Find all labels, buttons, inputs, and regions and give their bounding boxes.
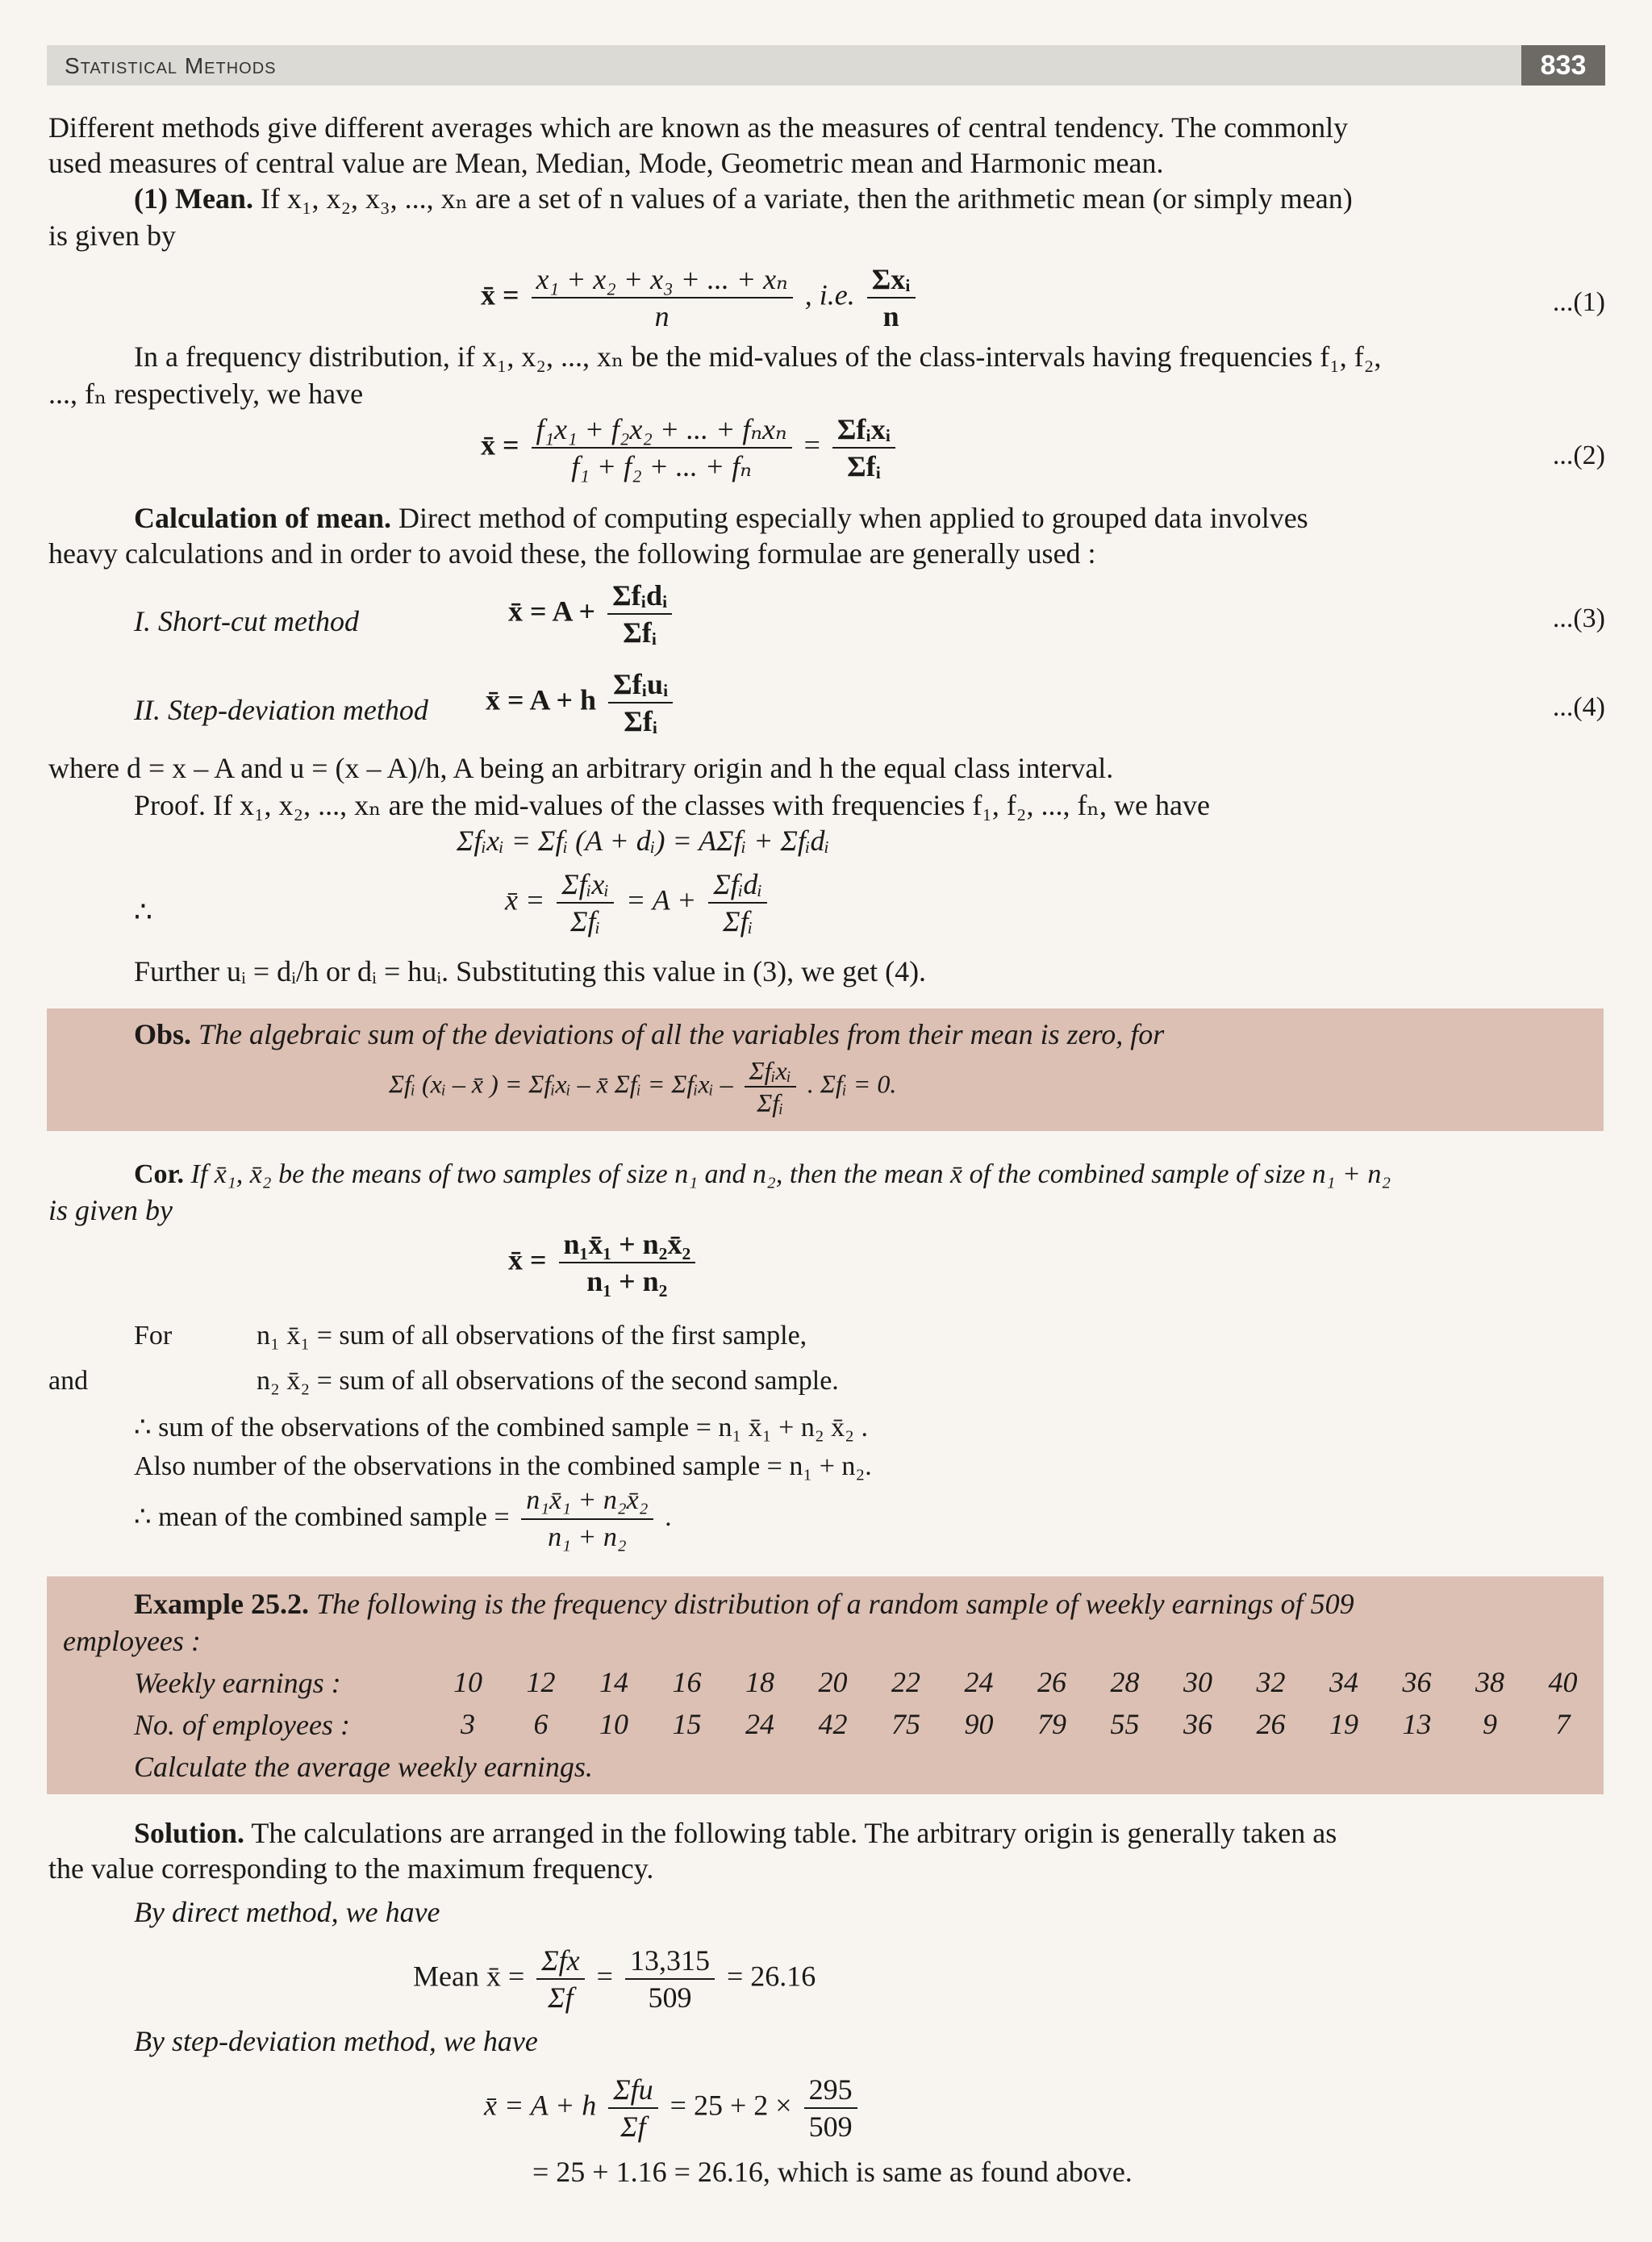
step-eq-lhs: x̄ = A + h xyxy=(484,2089,597,2122)
cor-for-text: n₁ x̄₁ = sum of all observations of the first sample, xyxy=(257,1321,807,1351)
earnings-cell: 14 xyxy=(599,1666,628,1698)
employees-cell: 15 xyxy=(672,1708,702,1740)
example-line-3: Calculate the average weekly earnings. xyxy=(134,1751,593,1783)
employees-cell: 6 xyxy=(533,1708,549,1740)
employees-cell: 42 xyxy=(818,1708,848,1740)
cor-and-text: n₂ x̄₂ = sum of all observations of the second sample. xyxy=(257,1366,839,1396)
step-eq-denominator-2: 509 xyxy=(808,2110,853,2143)
proof-eq-lhs: x̄ = xyxy=(505,883,545,916)
direct-method-line: By direct method, we have xyxy=(134,1896,440,1928)
cor-line-2: is given by xyxy=(48,1194,173,1226)
intro-line-2: used measures of central value are Mean, Median, Mode, Geometric mean and Harmonic mean. xyxy=(48,147,1164,179)
eq4-label: II. Step-deviation method xyxy=(134,694,428,726)
proof-eq-fraction-2 xyxy=(708,868,767,937)
cor-eq-lhs: x̄ = xyxy=(508,1243,547,1276)
example-line-1 xyxy=(134,1586,1354,1622)
cor-text: If x̄₁, x̄₂ be the means of two samples of size n₁ and n₂, then the mean x̄ of the combined sample of size n₁ + n₂ xyxy=(190,1159,1391,1189)
mean-text-2: is given by xyxy=(48,219,176,252)
employees-row-label: No. of employees : xyxy=(134,1709,350,1741)
earnings-cell: 16 xyxy=(672,1666,702,1698)
eq2-number: ...(2) xyxy=(1552,440,1605,470)
running-title: Statistical Methods xyxy=(65,53,277,78)
example-text: The following is the frequency distribution of a random sample of weekly earnings of 509 xyxy=(316,1588,1354,1620)
earnings-cell: 28 xyxy=(1110,1666,1140,1698)
mean-eq-result: = 26.16 xyxy=(726,1960,816,1993)
earnings-cell: 22 xyxy=(891,1666,920,1698)
obs-text: The algebraic sum of the deviations of all the variables from their mean is zero, for xyxy=(198,1018,1165,1050)
solution-text-2: the value corresponding to the maximum frequency. xyxy=(48,1852,654,1885)
equation-2 xyxy=(481,413,900,482)
mean-eq-lhs: Mean x̄ = xyxy=(413,1960,525,1993)
earnings-cell: 38 xyxy=(1475,1666,1504,1698)
employees-cell: 26 xyxy=(1256,1708,1286,1740)
mean-eq-numerator-2: 13,315 xyxy=(625,1944,715,1980)
eq1-number: ...(1) xyxy=(1552,287,1605,317)
eq3-lhs: x̄ = A + xyxy=(508,595,596,628)
step-eq-numerator-2: 295 xyxy=(804,2073,857,2109)
eq1-denominator: n xyxy=(654,300,670,332)
proof-eq-fraction xyxy=(557,868,614,937)
cor-l5-denominator: n₁ + n₂ xyxy=(548,1522,627,1552)
proof-eq-denominator-2: Σfᵢ xyxy=(723,905,753,937)
calc-text-1: Direct method of computing especially when applied to grouped data involves xyxy=(398,502,1308,534)
employees-cell: 90 xyxy=(964,1708,994,1740)
eq1-numerator: x₁ + x₂ + x₃ + ... + xₙ xyxy=(532,263,793,299)
eq2-fraction-2 xyxy=(832,413,895,482)
employees-cell: 75 xyxy=(891,1708,920,1740)
employees-cell: 55 xyxy=(1110,1708,1140,1740)
cor-line-4: Also number of the observations in the combined sample = n₁ + n₂. xyxy=(134,1451,872,1481)
equation-3 xyxy=(508,579,677,649)
eq3-denominator: Σfᵢ xyxy=(623,616,657,649)
mean-eq-denominator: Σf xyxy=(548,1981,574,2014)
mean-eq-equals: = xyxy=(596,1960,613,1993)
step-method-line: By step-deviation method, we have xyxy=(134,2025,538,2057)
cor-eq-denominator: n₁ + n₂ xyxy=(586,1265,668,1297)
eq2-lhs: x̄ = xyxy=(481,428,519,461)
eq4-denominator: Σfᵢ xyxy=(624,705,658,737)
eq4-lhs: x̄ = A + h xyxy=(486,683,597,716)
step-eq-fraction-2 xyxy=(804,2073,857,2143)
page-number: 833 xyxy=(1521,45,1605,86)
where-line: where d = x – A and u = (x – A)/h, A being an arbitrary origin and h the equal class interval. xyxy=(48,752,1114,784)
eq2-numerator-2: Σfᵢxᵢ xyxy=(832,413,895,449)
obs-eq-a: Σfᵢ (xᵢ – x̄ ) = Σfᵢxᵢ – x̄ Σfᵢ = Σfᵢxᵢ – xyxy=(389,1069,733,1099)
example-heading: Example 25.2. xyxy=(134,1588,310,1620)
step-eq-mid: = 25 + 2 × xyxy=(670,2089,792,2122)
proof-line-2: Σfᵢxᵢ = Σfᵢ (A + dᵢ) = AΣfᵢ + Σfᵢdᵢ xyxy=(457,825,830,857)
step-eq-numerator: Σfu xyxy=(608,2073,657,2109)
calc-text-2: heavy calculations and in order to avoid these, the following formulae are generally used : xyxy=(48,537,1096,570)
step-eq-fraction xyxy=(608,2073,657,2143)
proof-eq-numerator-2: Σfᵢdᵢ xyxy=(708,868,767,904)
mean-eq-fraction-2 xyxy=(625,1944,715,2014)
employees-cell: 36 xyxy=(1183,1708,1212,1740)
eq4-numerator: Σfᵢuᵢ xyxy=(608,668,673,703)
solution-heading: Solution. xyxy=(134,1817,245,1849)
employees-cell: 24 xyxy=(745,1708,774,1740)
eq1-ie: , i.e. xyxy=(804,278,855,311)
direct-mean-equation xyxy=(413,1944,816,2014)
therefore-symbol: ∴ xyxy=(134,896,152,928)
proof-line-1: Proof. If x₁, x₂, ..., xₙ are the mid-values of the classes with frequencies f₁, f₂, ..., fₙ, we have xyxy=(134,789,1210,821)
mean-paragraph xyxy=(134,181,1353,216)
calc-paragraph xyxy=(134,500,1308,536)
eq3-label: I. Short-cut method xyxy=(134,605,359,637)
employees-cell: 13 xyxy=(1402,1708,1432,1740)
eq4-number: ...(4) xyxy=(1552,692,1605,722)
mean-eq-numerator: Σfx xyxy=(536,1944,584,1980)
mean-text-1: If x₁, x₂, x₃, ..., xₙ are a set of n values of a variate, then the arithmetic mean (or simply mean) xyxy=(260,182,1353,215)
step-mean-equation xyxy=(484,2073,862,2143)
obs-line-1 xyxy=(134,1017,1164,1052)
eq1-lhs: x̄ = xyxy=(481,278,519,311)
calc-heading: Calculation of mean. xyxy=(134,502,391,534)
eq1-fraction-2 xyxy=(867,263,916,332)
cor-for-label: For xyxy=(134,1321,173,1351)
eq1-numerator-2: Σxᵢ xyxy=(867,263,916,299)
cor-l5-numerator: n₁x̄₁ + n₂x̄₂ xyxy=(521,1484,653,1520)
eq4-fraction xyxy=(608,668,673,737)
cor-eq-fraction xyxy=(559,1228,696,1297)
cor-l5-text: ∴ mean of the combined sample = xyxy=(134,1501,510,1532)
cor-eq-numerator: n₁x̄₁ + n₂x̄₂ xyxy=(559,1228,696,1263)
eq3-number: ...(3) xyxy=(1552,603,1605,633)
earnings-cell: 10 xyxy=(453,1666,482,1698)
proof-line-3: Further uᵢ = dᵢ/h or dᵢ = huᵢ. Substituting this value in (3), we get (4). xyxy=(134,955,927,987)
earnings-cell: 36 xyxy=(1402,1666,1432,1698)
obs-eq-denominator: Σfᵢ xyxy=(757,1088,784,1117)
step-result-line: = 25 + 1.16 = 26.16, which is same as found above. xyxy=(532,2156,1133,2188)
proof-equation xyxy=(505,868,772,937)
equation-1 xyxy=(481,263,920,332)
cor-l5-end: . xyxy=(665,1501,672,1532)
proof-eq-denominator: Σfᵢ xyxy=(570,905,601,937)
cor-l5-fraction xyxy=(521,1484,653,1554)
eq3-numerator: Σfᵢdᵢ xyxy=(607,579,672,615)
earnings-cell: 26 xyxy=(1037,1666,1066,1698)
eq2-denominator: f₁ + f₂ + ... + fₙ xyxy=(571,450,752,482)
cor-line-3: ∴ sum of the observations of the combined sample = n₁ x̄₁ + n₂ x̄₂ . xyxy=(134,1413,869,1442)
example-line-2: employees : xyxy=(63,1625,201,1657)
step-eq-denominator: Σf xyxy=(620,2110,646,2143)
obs-eq-b: . Σfᵢ = 0. xyxy=(807,1069,897,1099)
earnings-cell: 30 xyxy=(1183,1666,1212,1698)
freq-line-2: ..., fₙ respectively, we have xyxy=(48,378,364,410)
obs-eq-fraction xyxy=(745,1057,796,1117)
cor-line-5 xyxy=(134,1484,672,1554)
mean-eq-fraction xyxy=(536,1944,584,2014)
mean-eq-denominator-2: 509 xyxy=(648,1981,692,2014)
employees-cell: 7 xyxy=(1555,1708,1571,1740)
earnings-cell: 20 xyxy=(818,1666,848,1698)
earnings-cell: 34 xyxy=(1329,1666,1358,1698)
eq2-equals: = xyxy=(803,428,820,461)
cor-and-label: and xyxy=(48,1366,89,1396)
freq-line-1: In a frequency distribution, if x₁, x₂, ..., xₙ be the mid-values of the class-intervals having frequencies f₁, f₂, xyxy=(134,340,1382,373)
obs-eq-numerator: Σfᵢxᵢ xyxy=(745,1057,796,1088)
obs-equation xyxy=(389,1057,896,1117)
eq3-fraction xyxy=(607,579,672,649)
earnings-cell: 18 xyxy=(745,1666,774,1698)
eq2-denominator-2: Σfᵢ xyxy=(847,450,881,482)
eq2-numerator: f₁x₁ + f₂x₂ + ... + fₙxₙ xyxy=(532,413,792,449)
employees-cell: 9 xyxy=(1483,1708,1497,1740)
employees-cell: 10 xyxy=(599,1708,628,1740)
proof-eq-numerator: Σfᵢxᵢ xyxy=(557,868,614,904)
solution-line-1 xyxy=(134,1815,1337,1851)
eq1-fraction xyxy=(532,263,793,332)
running-header xyxy=(47,45,1605,86)
employees-cell: 3 xyxy=(461,1708,475,1740)
proof-eq-mid: = A + xyxy=(626,883,697,916)
equation-4 xyxy=(486,668,678,737)
earnings-cell: 32 xyxy=(1256,1666,1286,1698)
eq1-denominator-2: n xyxy=(882,300,899,332)
intro-line-1: Different methods give different averages which are known as the measures of central tendency. The commonly xyxy=(48,111,1349,144)
eq2-fraction xyxy=(532,413,792,482)
earnings-cell: 12 xyxy=(526,1666,556,1698)
earnings-cell: 24 xyxy=(964,1666,994,1698)
cor-line-1 xyxy=(134,1157,1391,1192)
employees-cell: 79 xyxy=(1037,1708,1066,1740)
cor-equation xyxy=(508,1228,700,1297)
obs-heading: Obs. xyxy=(134,1018,192,1050)
mean-heading: (1) Mean. xyxy=(134,182,253,215)
earnings-cell: 40 xyxy=(1548,1666,1578,1698)
solution-text-1: The calculations are arranged in the following table. The arbitrary origin is generally taken as xyxy=(251,1817,1337,1849)
employees-cell: 19 xyxy=(1329,1708,1358,1740)
earnings-row-label: Weekly earnings : xyxy=(134,1667,341,1699)
cor-heading: Cor. xyxy=(134,1159,185,1189)
